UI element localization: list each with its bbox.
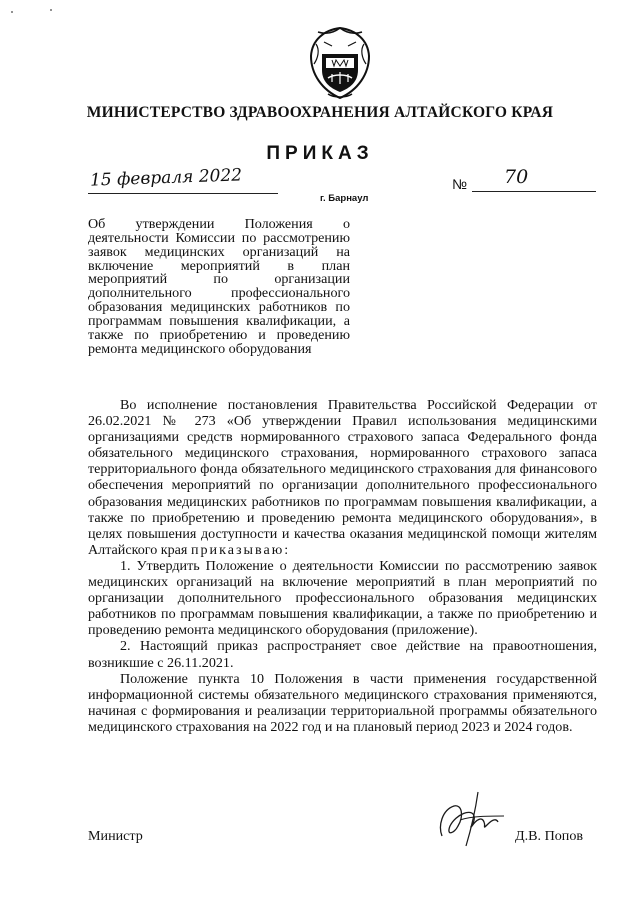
order-keyword: приказываю [190,541,285,558]
signer-name: Д.В. Попов [515,828,584,844]
order-subject: Об утверждении Положения о деятельности Комиссии по рассмотрению заявок медицинских организаций на включение мероприятий в план мероприятий по организации дополнительного профессионального образования медицинских работников по программам повышения квалификации, а также по приобретению и проведению ремонта медицинского оборудования [88,216,350,357]
order-number: 70 [504,166,529,188]
scan-marks [8,2,68,18]
number-label: № [452,176,468,192]
number-underline [472,191,596,192]
item-1-paragraph: 1. Утвердить Положение о деятельности Комиссии по рассмотрению заявок медицинских организаций на включение мероприятий в план мероприятий по организации дополнительного профессионального образования медицинских работников по программам повышения квалификации, а также по приобретению и проведению ремонта медицинского оборудования (приложение). [88,557,597,639]
ministry-name: МИНИСТЕРСТВО ЗДРАВООХРАНЕНИЯ АЛТАЙСКОГО КРАЯ [86,104,554,121]
item-2-paragraph: 2. Настоящий приказ распространяет свое действие на правоотношения, возникшие с 26.11.2021. [88,638,597,671]
order-date: 15 февраля 2022 [89,165,243,191]
preamble-text: Во исполнение постановления Правительства Российской Федерации от 26.02.2021 № 273 «Об утверждении Правил использования медицинскими организациями средств нормированного страхового запаса Федерального фонда обязательного медицинского страхования, нормированного страхового запаса территориального фонда обязательного медицинского страхования для финансового обеспечения мероприятий по организации дополнительного профессионального образования медицинских работников по программам повышения квалификации, а также по приобретению и проведению ремонта медицинского оборудования», в целях повышения доступности и качества оказания медицинской помощи жителям Алтайского края [88,397,597,558]
preamble-paragraph: Во исполнение постановления Правительства Российской Федерации от 26.02.2021 № 273 «Об утверждении Правил использования медицинскими организациями средств нормированного страхового запаса Федерального фонда обязательного медицинского страхования, нормированного страхового запаса территориального фонда обязательного медицинского страхования для финансового обеспечения мероприятий по организации дополнительного профессионального образования медицинских работников по программам повышения квалификации, а также по приобретению и проведению ремонта медицинского оборудования», в целях повышения доступности и качества оказания медицинской помощи жителям Алтайского края приказываю: [88,397,597,558]
city-label: г. Барнаул [320,193,369,204]
clause-10-paragraph: Положение пункта 10 Положения в части применения государственной информационной системы обязательного медицинского страхования применяются, начиная с формирования и реализации территориальной программы обязательного медицинского страхования на 2022 год и на плановый период 2023 и 2024 годов. [88,670,597,735]
coat-of-arms-emblem [302,24,378,102]
handwritten-signature [432,786,510,850]
order-body [88,397,597,735]
signer-position: Министр [88,828,143,844]
order-title: ПРИКАЗ [266,143,374,164]
date-underline [88,193,278,194]
